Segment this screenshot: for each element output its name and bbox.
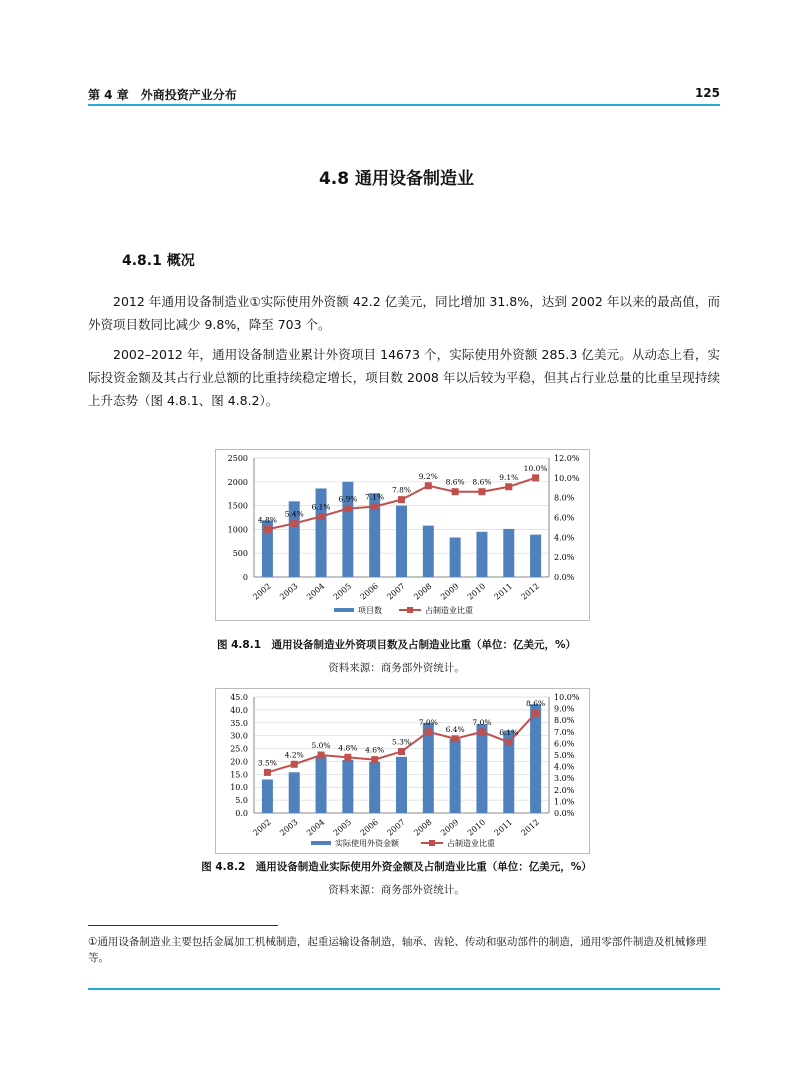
legend-label: 项目数 [358,606,382,615]
caption-number: 图 4.8.2 [201,861,246,873]
line-marker [478,728,485,735]
data-label: 4.6% [365,745,385,755]
y2-tick-label: 10.0% [554,693,580,702]
bar [369,762,380,813]
x-tick-label: 2009 [439,817,461,838]
line-marker [264,769,271,776]
y-tick-label: 2000 [227,477,248,487]
bar [396,757,407,813]
x-tick-label: 2010 [465,817,488,838]
line-marker [318,752,325,759]
data-label: 6.1% [499,728,519,738]
data-label: 7.8% [391,485,412,495]
y-tick-label: 20.0 [230,757,248,767]
y2-tick-label: 7.0% [554,727,575,737]
legend-bar-swatch [334,608,354,612]
y2-tick-label: 8.0% [554,493,575,503]
x-tick-label: 2012 [519,581,541,602]
y-tick-label: 500 [232,549,248,559]
line-marker [452,735,459,742]
data-label: 7.0% [472,717,492,727]
line-marker [371,503,378,510]
x-tick-label: 2005 [331,817,354,838]
header-rule [88,104,720,106]
x-tick-label: 2003 [278,817,300,838]
figure-2-caption [0,859,793,874]
line-marker [291,520,298,527]
y-tick-label: 10.0 [230,783,248,793]
subsection-title: 4.8.1 概况 [122,253,195,269]
data-label: 7.1% [365,492,385,502]
x-tick-label: 2012 [519,817,541,838]
x-tick-label: 2008 [412,817,434,838]
bar [423,723,434,813]
line-marker [398,748,405,755]
data-label: 8.6% [445,477,465,487]
x-tick-label: 2007 [385,581,407,602]
line-marker [291,761,298,768]
bar [342,760,353,813]
data-label: 8.6% [526,699,546,709]
x-tick-label: 2002 [251,581,273,602]
chart-1 [216,450,589,620]
data-label: 6.1% [311,502,331,512]
x-tick-label: 2005 [331,581,354,602]
x-tick-label: 2010 [465,581,488,602]
figure-1-source: 资料来源：商务部外资统计。 [328,662,465,674]
y-tick-label: 1500 [227,501,248,511]
bar [450,537,461,577]
data-label: 7.0% [418,717,438,727]
y-tick-label: 0.0 [235,809,248,818]
bar [476,532,487,577]
page-number: 125 [694,86,720,100]
footnote-rule [88,925,278,926]
line-marker [478,488,485,495]
line-marker [452,488,459,495]
y2-tick-label: 1.0% [554,797,575,807]
legend-label: 实际使用外资金额 [335,839,399,848]
y2-tick-label: 12.0% [554,454,580,463]
x-tick-label: 2004 [304,581,327,602]
x-tick-label: 2006 [358,817,380,838]
legend-label: 占制造业比重 [425,606,473,615]
bar [530,535,541,577]
data-label: 9.2% [418,471,438,481]
line-marker [532,710,539,717]
y2-tick-label: 8.0% [554,716,575,726]
y-tick-label: 35.0 [230,718,248,728]
bar [289,772,300,813]
legend-label: 占制造业比重 [447,839,495,848]
data-label: 3.5% [257,758,277,768]
x-tick-label: 2011 [492,817,515,838]
line-marker [425,728,432,735]
y2-tick-label: 2.0% [554,785,575,795]
data-label: 4.8% [257,515,277,525]
data-label: 4.8% [338,743,358,753]
y2-tick-label: 6.0% [554,513,575,523]
y2-tick-label: 3.0% [554,774,575,784]
data-label: 4.2% [284,750,304,760]
line-marker [505,483,512,490]
data-label: 9.1% [499,472,519,482]
bar [450,739,461,813]
data-label: 6.9% [338,494,358,504]
y-tick-label: 30.0 [230,731,248,741]
y-tick-label: 0 [242,573,248,582]
data-label: 5.4% [284,509,304,519]
running-header [88,86,720,103]
x-tick-label: 2004 [304,817,327,838]
bar [530,704,541,813]
y-tick-label: 2500 [227,454,248,463]
data-label: 5.3% [391,737,412,747]
line-marker [425,482,432,489]
line-marker [398,496,405,503]
line-marker [505,739,512,746]
line-marker [371,756,378,763]
figure-1-caption [0,637,793,652]
y-tick-label: 25.0 [230,744,248,754]
chapter-title: 第 4 章 外商投资产业分布 [88,88,237,102]
figure-4-8-2 [215,688,590,854]
y2-tick-label: 5.0% [554,751,575,760]
x-tick-label: 2002 [251,817,273,838]
data-label: 5.0% [311,741,331,750]
section-title: 4.8 通用设备制造业 [318,169,475,189]
legend-marker [407,607,413,613]
line-marker [532,474,539,481]
line-marker [264,526,271,533]
bar [262,779,273,813]
x-tick-label: 2008 [412,581,434,602]
figure-4-8-1 [215,449,590,621]
x-tick-label: 2006 [358,581,380,602]
paragraph-2: 2002–2012 年，通用设备制造业累计外资项目 14673 个，实际使用外资额 285.3 亿美元。从动态上看，实际投资金额及其占行业总额的比重持续稳定增长，项目数 2008 年以后较为平稳，但其占行业总量的比重呈现持续上升态势（图 4.8.1、图 4.8.2）。 [88,347,720,408]
line-marker [318,513,325,520]
legend-bar-swatch [311,841,331,845]
data-label: 8.6% [472,477,492,487]
data-label: 6.4% [445,724,465,734]
y2-tick-label: 10.0% [554,473,580,483]
y-tick-label: 15.0 [230,770,248,780]
y2-tick-label: 0.0% [554,573,575,582]
bar [396,506,407,577]
x-tick-label: 2007 [385,817,407,838]
y2-tick-label: 9.0% [554,704,575,714]
paragraph-1: 2012 年通用设备制造业①实际使用外资额 42.2 亿美元，同比增加 31.8%，达到 2002 年以来的最高值，而外资项目数同比减少 9.8%，降至 703 个。 [88,294,720,332]
y-tick-label: 1000 [227,525,248,535]
chart-2 [216,689,589,853]
caption-text: 通用设备制造业实际使用外资金额及占制造业比重（单位：亿美元，%） [255,861,592,873]
footer-rule [88,988,720,990]
y-tick-label: 5.0 [235,796,248,806]
bar [316,756,327,813]
footnote: ①通用设备制造业主要包括金属加工机械制造，起重运输设备制造，轴承、齿轮、传动和驱动部件的制造，通用零部件制造及机械修理等。 [88,936,707,964]
legend-marker [429,840,435,846]
y2-tick-label: 0.0% [554,809,575,818]
y-tick-label: 45.0 [230,693,248,702]
line-marker [344,754,351,761]
x-tick-label: 2003 [278,581,300,602]
figure-2-source: 资料来源：商务部外资统计。 [328,884,465,896]
caption-text: 通用设备制造业外资项目数及占制造业比重（单位：亿美元，%） [271,639,577,651]
y2-tick-label: 4.0% [554,533,575,543]
x-tick-label: 2009 [439,581,461,602]
y-tick-label: 40.0 [230,705,248,715]
bar [476,724,487,813]
y2-tick-label: 4.0% [554,762,575,772]
bar [423,526,434,577]
y2-tick-label: 6.0% [554,739,575,749]
caption-number: 图 4.8.1 [216,639,262,651]
x-tick-label: 2011 [492,581,515,602]
line-marker [344,505,351,512]
data-label: 10.0% [523,463,548,473]
bar [503,529,514,577]
y2-tick-label: 2.0% [554,553,575,563]
